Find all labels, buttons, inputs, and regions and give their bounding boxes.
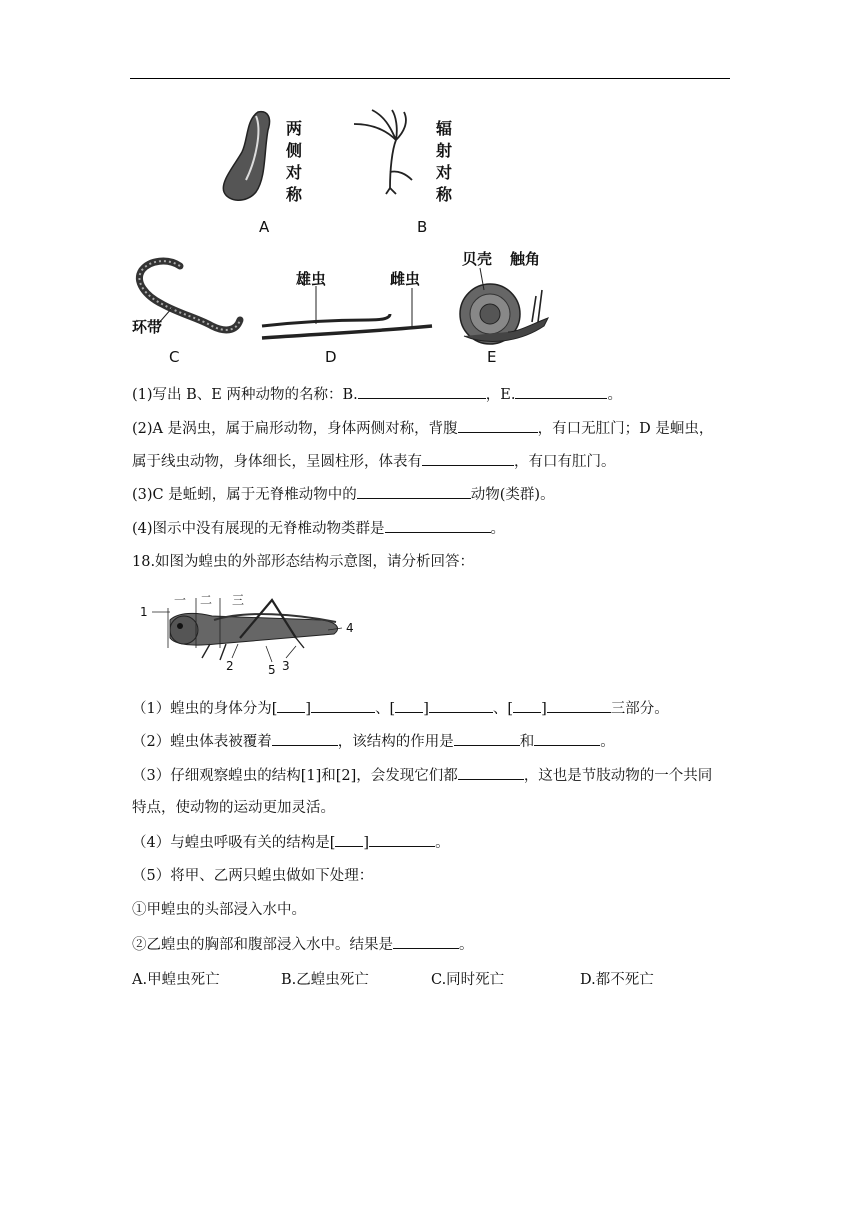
answer-blank-function2[interactable]: [534, 731, 600, 746]
label-b: B: [417, 218, 428, 236]
answer-blank-jointed[interactable]: [458, 765, 524, 780]
q17-part2-line2: 属于线虫动物，身体细长，呈圆柱形，体表有 ，有口有肛门。: [132, 451, 616, 472]
e-antenna-label: 触角: [510, 250, 541, 268]
option-d[interactable]: D.都不死亡: [580, 972, 654, 988]
grasshopper-illustration: [152, 598, 342, 662]
answer-blank-part3-no[interactable]: [513, 698, 541, 713]
answer-blank-result[interactable]: [393, 934, 459, 949]
snail-illustration: [460, 268, 548, 344]
segment-label-2: 二: [200, 593, 213, 607]
answer-blank-cuticle[interactable]: [422, 451, 514, 466]
q18-sub1: （1）蝗虫的身体分为[ ] 、[ ] 、[ ] 三部分。: [132, 698, 669, 719]
q17-part4: (4)图示中没有展现的无脊椎动物类群是 。: [132, 518, 505, 539]
answer-blank-exoskeleton[interactable]: [272, 731, 338, 746]
q18-sub3-line2: 特点，使动物的运动更加灵活。: [132, 800, 335, 816]
q17-part3: (3)C 是蚯蚓，属于无脊椎动物中的 动物(类群)。: [132, 484, 555, 505]
a-note-1: 两: [286, 119, 303, 138]
a-note-2: 侧: [286, 141, 303, 160]
grasshopper-figure: [136, 586, 366, 678]
e-shell-label: 贝壳: [462, 250, 493, 268]
answer-blank-missing-group[interactable]: [385, 518, 491, 533]
header-rule: [130, 78, 730, 79]
d-female-label: 雌虫: [390, 270, 421, 288]
b-note-3: 对: [436, 163, 453, 182]
answer-blank-e[interactable]: [515, 384, 607, 399]
q18-sub3-line1: （3）仔细观察蝗虫的结构[1]和[2]，会发现它们都 ，这也是节肢动物的一个共同: [132, 765, 712, 786]
answer-blank-breath-name[interactable]: [369, 832, 435, 847]
q18-sub5-step2: ②乙蝗虫的胸部和腹部浸入水中。结果是 。: [132, 934, 474, 955]
b-note-4: 称: [436, 185, 453, 204]
option-c[interactable]: C.同时死亡: [431, 972, 505, 988]
b-note-2: 射: [436, 141, 453, 160]
animals-figure: [128, 100, 588, 375]
label-a: A: [259, 218, 270, 236]
grasshopper-label-1: 1: [140, 605, 148, 619]
b-note-1: 辐: [436, 119, 453, 138]
grasshopper-label-5: 5: [268, 663, 276, 677]
q17-part2-line1: (2)A 是涡虫，属于扁形动物，身体两侧对称，背腹 ，有口无肛门；D 是蛔虫，: [132, 418, 713, 439]
answer-blank-breath-no[interactable]: [335, 832, 363, 847]
answer-blank-part1-name[interactable]: [311, 698, 375, 713]
answer-blank-annelid[interactable]: [357, 484, 471, 499]
q18-sub4: （4）与蝗虫呼吸有关的结构是[ ] 。: [132, 832, 450, 853]
answer-blank-part1-no[interactable]: [277, 698, 305, 713]
q18-sub5-step1: ①甲蝗虫的头部浸入水中。: [132, 902, 306, 918]
a-note-4: 称: [286, 185, 303, 204]
answer-blank-function1[interactable]: [454, 731, 520, 746]
q18-sub2: （2）蝗虫体表被覆着 ，该结构的作用是 和 。: [132, 731, 615, 752]
grasshopper-label-3: 3: [282, 659, 290, 673]
segment-label-1: 一: [174, 593, 187, 607]
c-clitellum-label: 环带: [132, 318, 163, 336]
q18-title: 18.如图为蝗虫的外部形态结构示意图，请分析回答：: [132, 554, 475, 570]
hydra-illustration: [354, 110, 412, 194]
label-e: E: [487, 348, 497, 366]
q18-sub5: （5）将甲、乙两只蝗虫做如下处理：: [132, 868, 374, 884]
flatworm-illustration: [223, 112, 269, 201]
label-c: C: [169, 348, 180, 366]
roundworm-illustration: [262, 286, 432, 338]
answer-blank-b[interactable]: [358, 384, 486, 399]
answer-blank-flat[interactable]: [458, 418, 538, 433]
label-d: D: [325, 348, 337, 366]
q17-part1: (1)写出 B、E 两种动物的名称：B. ，E. 。: [132, 384, 622, 405]
answer-blank-part2-name[interactable]: [429, 698, 493, 713]
option-a[interactable]: A.甲蝗虫死亡: [132, 972, 220, 988]
grasshopper-label-2: 2: [226, 659, 234, 673]
answer-blank-part3-name[interactable]: [547, 698, 611, 713]
a-note-3: 对: [286, 163, 303, 182]
grasshopper-label-4: 4: [346, 621, 354, 635]
segment-label-3: 三: [232, 593, 245, 607]
d-male-label: 雄虫: [296, 270, 327, 288]
option-b[interactable]: B.乙蝗虫死亡: [281, 972, 369, 988]
answer-blank-part2-no[interactable]: [395, 698, 423, 713]
